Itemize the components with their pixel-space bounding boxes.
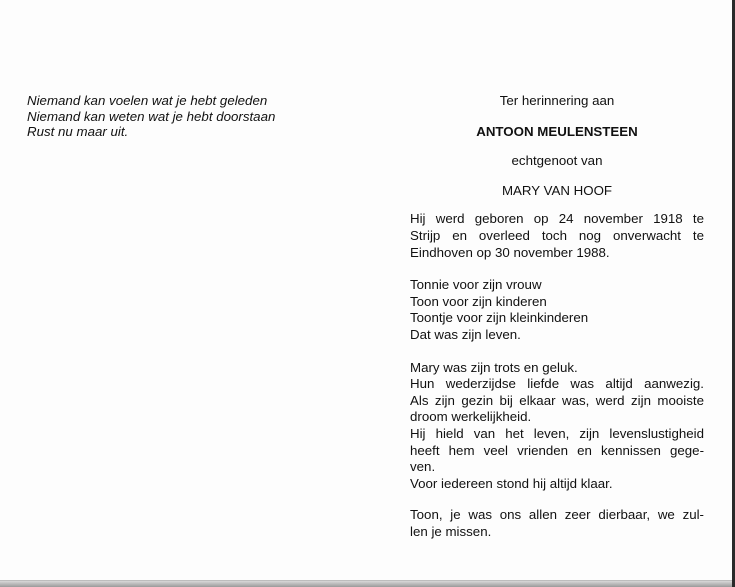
deceased-name: ANTOON MEULENSTEEN bbox=[476, 123, 638, 139]
paragraph-line: Hij hield van het leven, zijn levenslustigheid bbox=[410, 425, 704, 441]
paragraph-line: Mary was zijn trots en geluk. bbox=[410, 359, 578, 375]
paragraph-line: Eindhoven op 30 november 1988. bbox=[410, 244, 610, 260]
paragraph-line: ven. bbox=[410, 459, 436, 475]
verse-paragraph bbox=[410, 277, 704, 343]
paragraph-line: Toon, je was ons allen zeer dierbaar, we zul- bbox=[410, 507, 704, 523]
poem-line: Niemand kan weten wat je hebt doorstaan bbox=[27, 108, 276, 124]
paragraph-line: len je missen. bbox=[410, 523, 492, 539]
paragraph-line: heeft hem veel vrienden en kennissen gege- bbox=[410, 442, 704, 458]
paragraph-line: Dat was zijn leven. bbox=[410, 326, 521, 342]
spouse-label: echtgenoot van bbox=[511, 153, 603, 169]
card-bottom-edge bbox=[0, 581, 735, 587]
paragraph-line: droom werkelijkheid. bbox=[410, 409, 532, 425]
paragraph-line: Als zijn gezin bij elkaar was, werd zijn mooiste bbox=[410, 392, 704, 408]
poem-line: Niemand kan voelen wat je hebt geleden bbox=[27, 93, 268, 108]
poem-line: Rust nu maar uit. bbox=[27, 124, 129, 139]
closing-paragraph bbox=[410, 507, 704, 540]
paragraph-line: Voor iedereen stond hij altijd klaar. bbox=[410, 475, 613, 491]
birth-paragraph bbox=[410, 211, 704, 261]
paragraph-line: Hun wederzijdse liefde was altijd aanwezig. bbox=[410, 376, 704, 392]
paragraph-line: Toon voor zijn kinderen bbox=[410, 293, 547, 309]
poem bbox=[27, 93, 275, 140]
memorial-text bbox=[410, 93, 704, 540]
paragraph-line: Strijp en overleed toch nog onverwacht te bbox=[410, 227, 704, 243]
intro-text: Ter herinnering aan bbox=[499, 93, 615, 108]
paragraph-line: Toontje voor zijn kleinkinderen bbox=[410, 310, 589, 326]
paragraph-line: Tonnie voor zijn vrouw bbox=[410, 277, 542, 293]
life-paragraph bbox=[410, 360, 704, 493]
spouse-name: MARY VAN HOOF bbox=[501, 182, 613, 198]
paragraph-line: Hij werd geboren op 24 november 1918 te bbox=[410, 211, 704, 227]
